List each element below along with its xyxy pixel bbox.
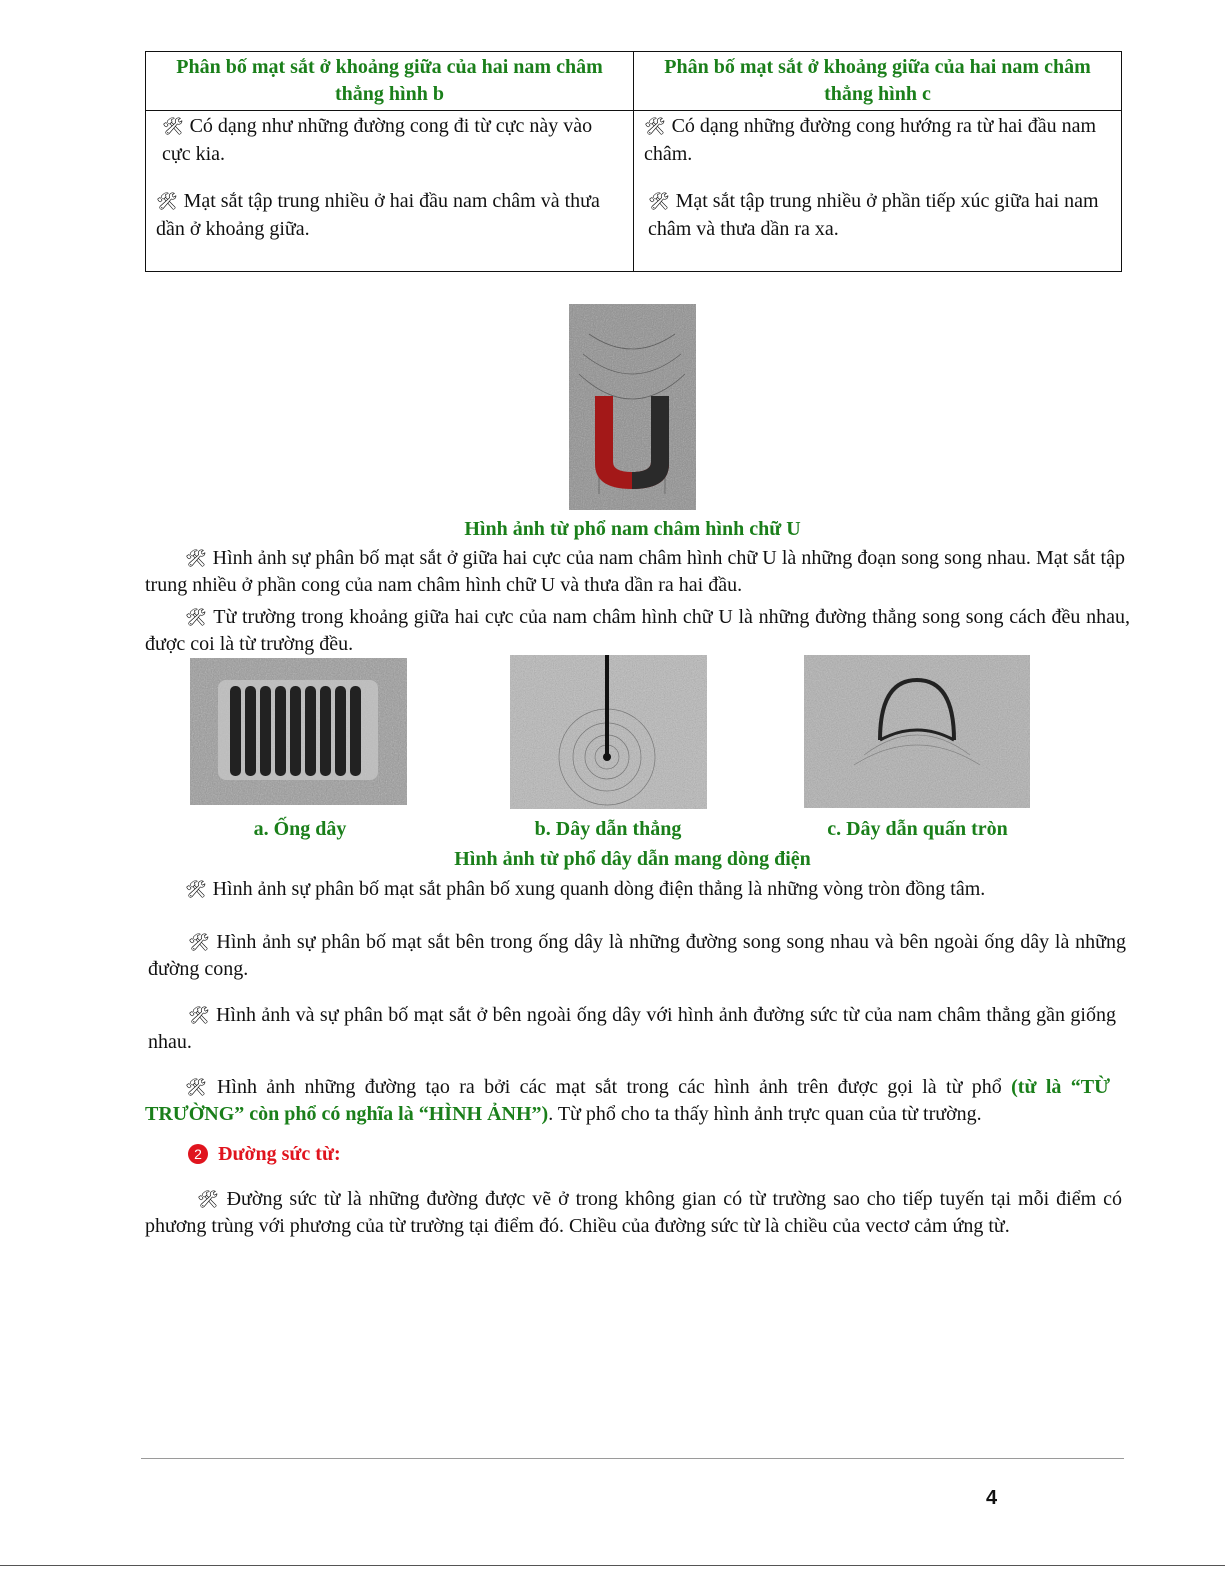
header-col-c: Phân bố mạt sắt ở khoảng giữa của hai nam châm thẳng hình c bbox=[634, 52, 1122, 111]
tools-icon: 🛠 bbox=[197, 1190, 221, 1210]
label-straight-wire: b. Dây dẫn thẳng bbox=[534, 818, 682, 840]
page-number: 4 bbox=[986, 1487, 998, 1509]
footer-divider bbox=[141, 1458, 1124, 1459]
conductor-paragraph-1: 🛠 Hình ảnh sự phân bố mạt sắt phân bố xung quanh dòng điện thẳng là những vòng tròn đồng tâm. bbox=[185, 878, 986, 900]
section2-title: Đường sức từ: bbox=[218, 1143, 341, 1165]
conductor-caption: Hình ảnh từ phổ dây dẫn mang dòng điện bbox=[454, 848, 811, 870]
tools-icon: 🛠 bbox=[185, 608, 208, 628]
tools-icon: 🛠 bbox=[185, 1078, 211, 1098]
definition-paragraph: 🛠 Hình ảnh những đường tạo ra bởi các mạt sắt trong các hình ảnh trên được gọi là từ phổ (từ là “TỪ TRƯỜNG” còn phổ có nghĩa là “HÌNH ẢNH”). Từ phổ cho ta thấy hình ảnh trực quan của từ trường. bbox=[145, 1076, 1110, 1125]
col-c-point-1: Có dạng những đường cong hướng ra từ hai đầu nam châm. bbox=[644, 115, 1097, 165]
comparison-table bbox=[145, 51, 1122, 272]
section-number-badge: 2 bbox=[188, 1144, 208, 1164]
conductor-paragraph-2: 🛠 Hình ảnh sự phân bố mạt sắt bên trong ống dây là những đường song song nhau và bên ngoài ống dây là những đường cong. bbox=[148, 931, 1126, 980]
solenoid-figure bbox=[190, 658, 407, 805]
col-b-point-2: Mạt sắt tập trung nhiều ở hai đầu nam châm và thưa dần ở khoảng giữa. bbox=[156, 190, 600, 240]
label-solenoid: a. Ống dây bbox=[253, 818, 347, 840]
circular-loop-figure bbox=[804, 655, 1030, 808]
cell-col-c bbox=[634, 111, 1122, 272]
conductor-paragraph-3: 🛠 Hình ảnh và sự phân bố mạt sắt ở bên ngoài ống dây với hình ảnh đường sức từ của nam châm thẳng gần giống nhau. bbox=[148, 1004, 1116, 1053]
tools-icon: 🛠 bbox=[185, 549, 207, 569]
col-b-point-1: Có dạng như những đường cong đi từ cực này vào cực kia. bbox=[162, 115, 593, 165]
label-circular-loop: c. Dây dẫn quấn tròn bbox=[827, 818, 1008, 840]
section2-paragraph: 🛠 Đường sức từ là những đường được vẽ ở trong không gian có từ trường sao cho tiếp tuyến tại mỗi điểm có phương trùng với phương của từ trường tại điểm đó. Chiều của đường sức từ là chiều của vectơ cảm ứng từ. bbox=[145, 1188, 1122, 1237]
u-paragraph-2: 🛠 Từ trường trong khoảng giữa hai cực của nam châm hình chữ U là những đường thẳng song song cách đều nhau, được coi là từ trường đều. bbox=[145, 606, 1130, 655]
definition-highlight: (từ là “TỪ TRƯỜNG” còn phổ có nghĩa là “HÌNH ẢNH”) bbox=[145, 1076, 1110, 1125]
col-c-point-2: Mạt sắt tập trung nhiều ở phần tiếp xúc giữa hai nam châm và thưa dần ra xa. bbox=[648, 190, 1099, 240]
tools-icon: 🛠 bbox=[644, 117, 666, 137]
tools-icon: 🛠 bbox=[185, 880, 207, 900]
section2-heading bbox=[188, 1141, 341, 1167]
header-col-b: Phân bố mạt sắt ở khoảng giữa của hai nam châm thẳng hình b bbox=[146, 52, 634, 111]
bottom-edge-line bbox=[0, 1565, 1225, 1566]
tools-icon: 🛠 bbox=[188, 1006, 210, 1026]
tools-icon: 🛠 bbox=[648, 192, 670, 212]
tools-icon: 🛠 bbox=[188, 933, 211, 953]
tools-icon: 🛠 bbox=[156, 192, 178, 212]
cell-col-b bbox=[146, 111, 634, 272]
u-paragraph-1: 🛠 Hình ảnh sự phân bố mạt sắt ở giữa hai cực của nam châm hình chữ U là những đoạn song song nhau. Mạt sắt tập trung nhiều ở phần cong của nam châm hình chữ U và thưa dần ra hai đầu. bbox=[145, 547, 1125, 596]
u-magnet-caption: Hình ảnh từ phổ nam châm hình chữ U bbox=[464, 518, 801, 540]
tools-icon: 🛠 bbox=[162, 117, 184, 137]
u-magnet-figure bbox=[569, 304, 696, 510]
straight-wire-figure bbox=[510, 655, 707, 809]
